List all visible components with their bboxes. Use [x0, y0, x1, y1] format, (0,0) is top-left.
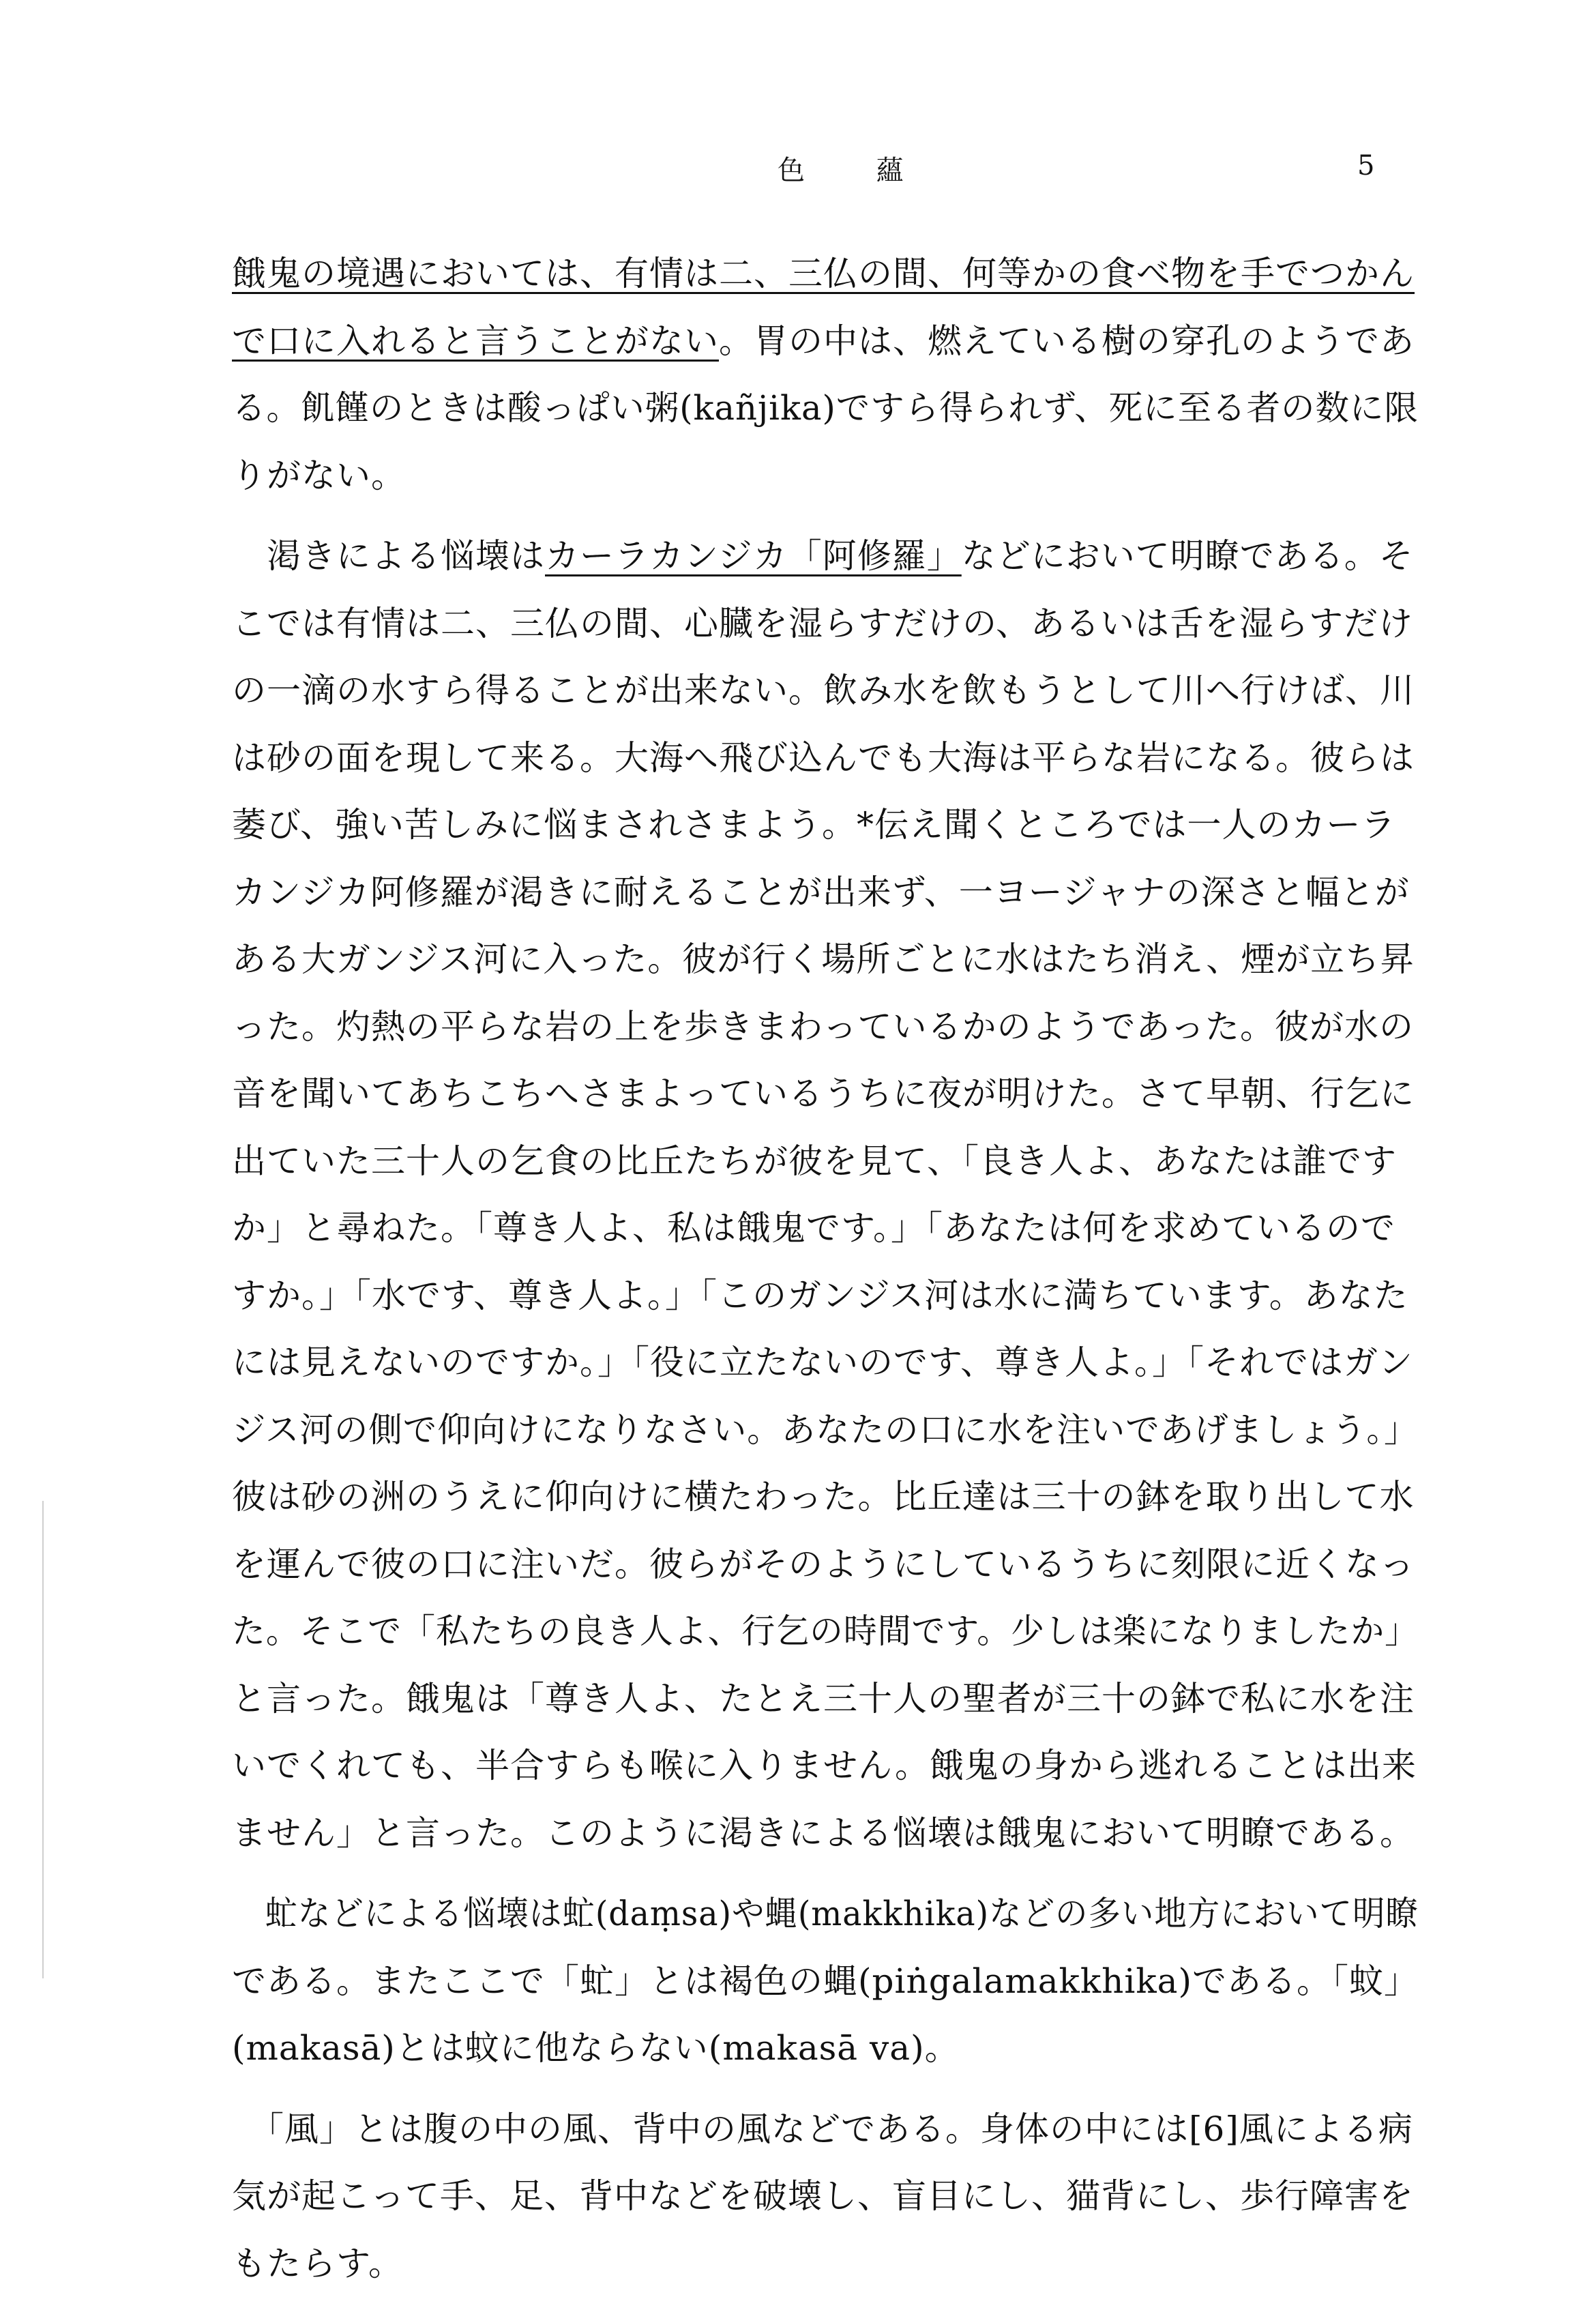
- text-line: [232, 1531, 1419, 1598]
- text-segment: 虻などによる悩壊は虻(daṃsa)や蝿(makkhika)などの多い地方において明瞭: [232, 1894, 1419, 1933]
- text-line: [232, 2015, 1419, 2082]
- body-text: [232, 240, 1419, 2297]
- paragraph-spacer: [232, 2082, 1419, 2096]
- page-number: 5: [1357, 150, 1374, 181]
- text-line: [232, 2096, 1419, 2163]
- text-line: [232, 1948, 1419, 2015]
- text-segment: の一滴の水すら得ることが出来ない。飲み水を飲もうとして川へ行けば、川: [232, 671, 1415, 710]
- text-line: [232, 1396, 1406, 1464]
- text-line: [232, 2163, 1419, 2230]
- text-line: [232, 993, 1419, 1061]
- text-line: [232, 240, 1419, 308]
- text-segment: には見えないのですか。」「役に立たないのです、尊き人よ。」「それではガン: [232, 1343, 1413, 1382]
- text-line: [232, 1880, 1359, 1948]
- text-line: [232, 1195, 1419, 1262]
- text-segment: (makasā)とは蚊に他ならない(makasā va)。: [232, 2028, 960, 2068]
- text-segment: を運んで彼の口に注いだ。彼らがそのようにしているうちに刻限に近くなっ: [232, 1545, 1415, 1584]
- underlined-segment: カーラカンジカ「阿修羅」: [545, 536, 962, 576]
- text-segment: ジス河の側で仰向けになりなさい。あなたの口に水を注いであげましょう。」: [232, 1410, 1419, 1450]
- text-line: [232, 308, 1419, 375]
- text-line: [232, 1732, 1419, 1800]
- text-segment: などにおいて明瞭である。そ: [962, 536, 1414, 576]
- text-segment: もたらす。: [232, 2244, 403, 2283]
- text-segment: と言った。餓鬼は「尊き人よ、たとえ三十人の聖者が三十の鉢で私に水を注: [232, 1679, 1415, 1718]
- text-segment: カンジカ阿修羅が渇きに耐えることが出来ず、一ヨージャナの深さと幅とが: [232, 873, 1410, 912]
- text-line: [232, 1128, 1419, 1195]
- text-line: [232, 859, 1419, 926]
- scan-margin-mark: [42, 1501, 44, 1978]
- text-segment: った。灼熱の平らな岩の上を歩きまわっているかのようであった。彼が水の: [232, 1007, 1414, 1047]
- text-segment: か」と尋ねた。「尊き人よ、私は餓鬼です。」「あなたは何を求めているので: [232, 1208, 1395, 1248]
- paragraph: [232, 2096, 1419, 2297]
- paragraph: [232, 523, 1419, 1867]
- paragraph: [232, 1880, 1419, 2082]
- text-line: [232, 590, 1419, 658]
- text-line: [232, 442, 1419, 510]
- text-segment: こでは有情は二、三仏の間、心臓を湿らすだけの、あるいは舌を湿らすだけ: [232, 604, 1413, 643]
- running-head: [0, 149, 1596, 190]
- text-line: [232, 375, 1406, 442]
- text-line: [232, 1598, 1391, 1665]
- text-segment: 渇きによる悩壊は: [232, 536, 545, 576]
- text-segment: 。胃の中は、燃えている樹の穿孔のようであ: [719, 321, 1415, 361]
- text-segment: た。そこで「私たちの良き人よ、行乞の時間です。少しは楽になりましたか」: [232, 1611, 1419, 1651]
- text-segment: すか。」「水です、尊き人よ。」「このガンジス河は水に満ちています。あなた: [232, 1276, 1408, 1315]
- text-line: [232, 791, 1419, 859]
- text-line: [232, 1463, 1419, 1531]
- text-segment: 萎び、強い苦しみに悩まされさまよう。*伝え聞くところでは一人のカーラ: [232, 805, 1396, 845]
- text-line: [232, 926, 1419, 993]
- text-segment: 彼は砂の洲のうえに仰向けに横たわった。比丘達は三十の鉢を取り出して水: [232, 1477, 1415, 1517]
- paragraph: [232, 240, 1419, 509]
- underlined-segment: 餓鬼の境遇においては、有情は二、三仏の間、何等かの食べ物を手でつかん: [232, 254, 1415, 293]
- text-line: [232, 1800, 1419, 1867]
- text-segment: る。飢饉のときは酸っぱい粥(kañjika)ですら得られず、死に至る者の数に限: [232, 388, 1419, 428]
- paragraph-spacer: [232, 509, 1419, 523]
- text-line: [232, 1262, 1419, 1330]
- text-line: [232, 725, 1419, 792]
- text-line: [232, 657, 1419, 725]
- underlined-segment: で口に入れると言うことがない: [232, 321, 719, 361]
- text-segment: 気が起こって手、足、背中などを破壊し、盲目にし、猫背にし、歩行障害を: [232, 2176, 1414, 2216]
- text-line: [232, 1329, 1419, 1396]
- text-line: [232, 1665, 1419, 1733]
- text-segment: 音を聞いてあちこちへさまよっているうちに夜が明けた。さて早朝、行乞に: [232, 1074, 1415, 1113]
- text-line: [232, 523, 1419, 590]
- running-title: 色 蘊: [778, 149, 935, 188]
- text-segment: ません」と言った。このように渇きによる悩壊は餓鬼において明瞭である。: [232, 1813, 1415, 1853]
- text-segment: は砂の面を現して来る。大海へ飛び込んでも大海は平らな岩になる。彼らは: [232, 738, 1415, 778]
- text-segment: ある大ガンジス河に入った。彼が行く場所ごとに水はたち消え、煙が立ち昇: [232, 939, 1415, 979]
- text-segment: 「風」とは腹の中の風、背中の風などである。身体の中には[6]風による病: [232, 2109, 1413, 2149]
- text-segment: である。またここで「虻」とは褐色の蝿(piṅgalamakkhika)である。「蚊」: [232, 1961, 1419, 2001]
- text-segment: 出ていた三十人の乞食の比丘たちが彼を見て、「良き人よ、あなたは誰です: [232, 1141, 1397, 1181]
- text-segment: りがない。: [232, 456, 406, 495]
- text-segment: いでくれても、半合すらも喉に入りません。餓鬼の身から逃れることは出来: [232, 1746, 1417, 1785]
- paragraph-spacer: [232, 1867, 1419, 1880]
- text-line: [232, 1060, 1419, 1128]
- text-line: [232, 2230, 1419, 2297]
